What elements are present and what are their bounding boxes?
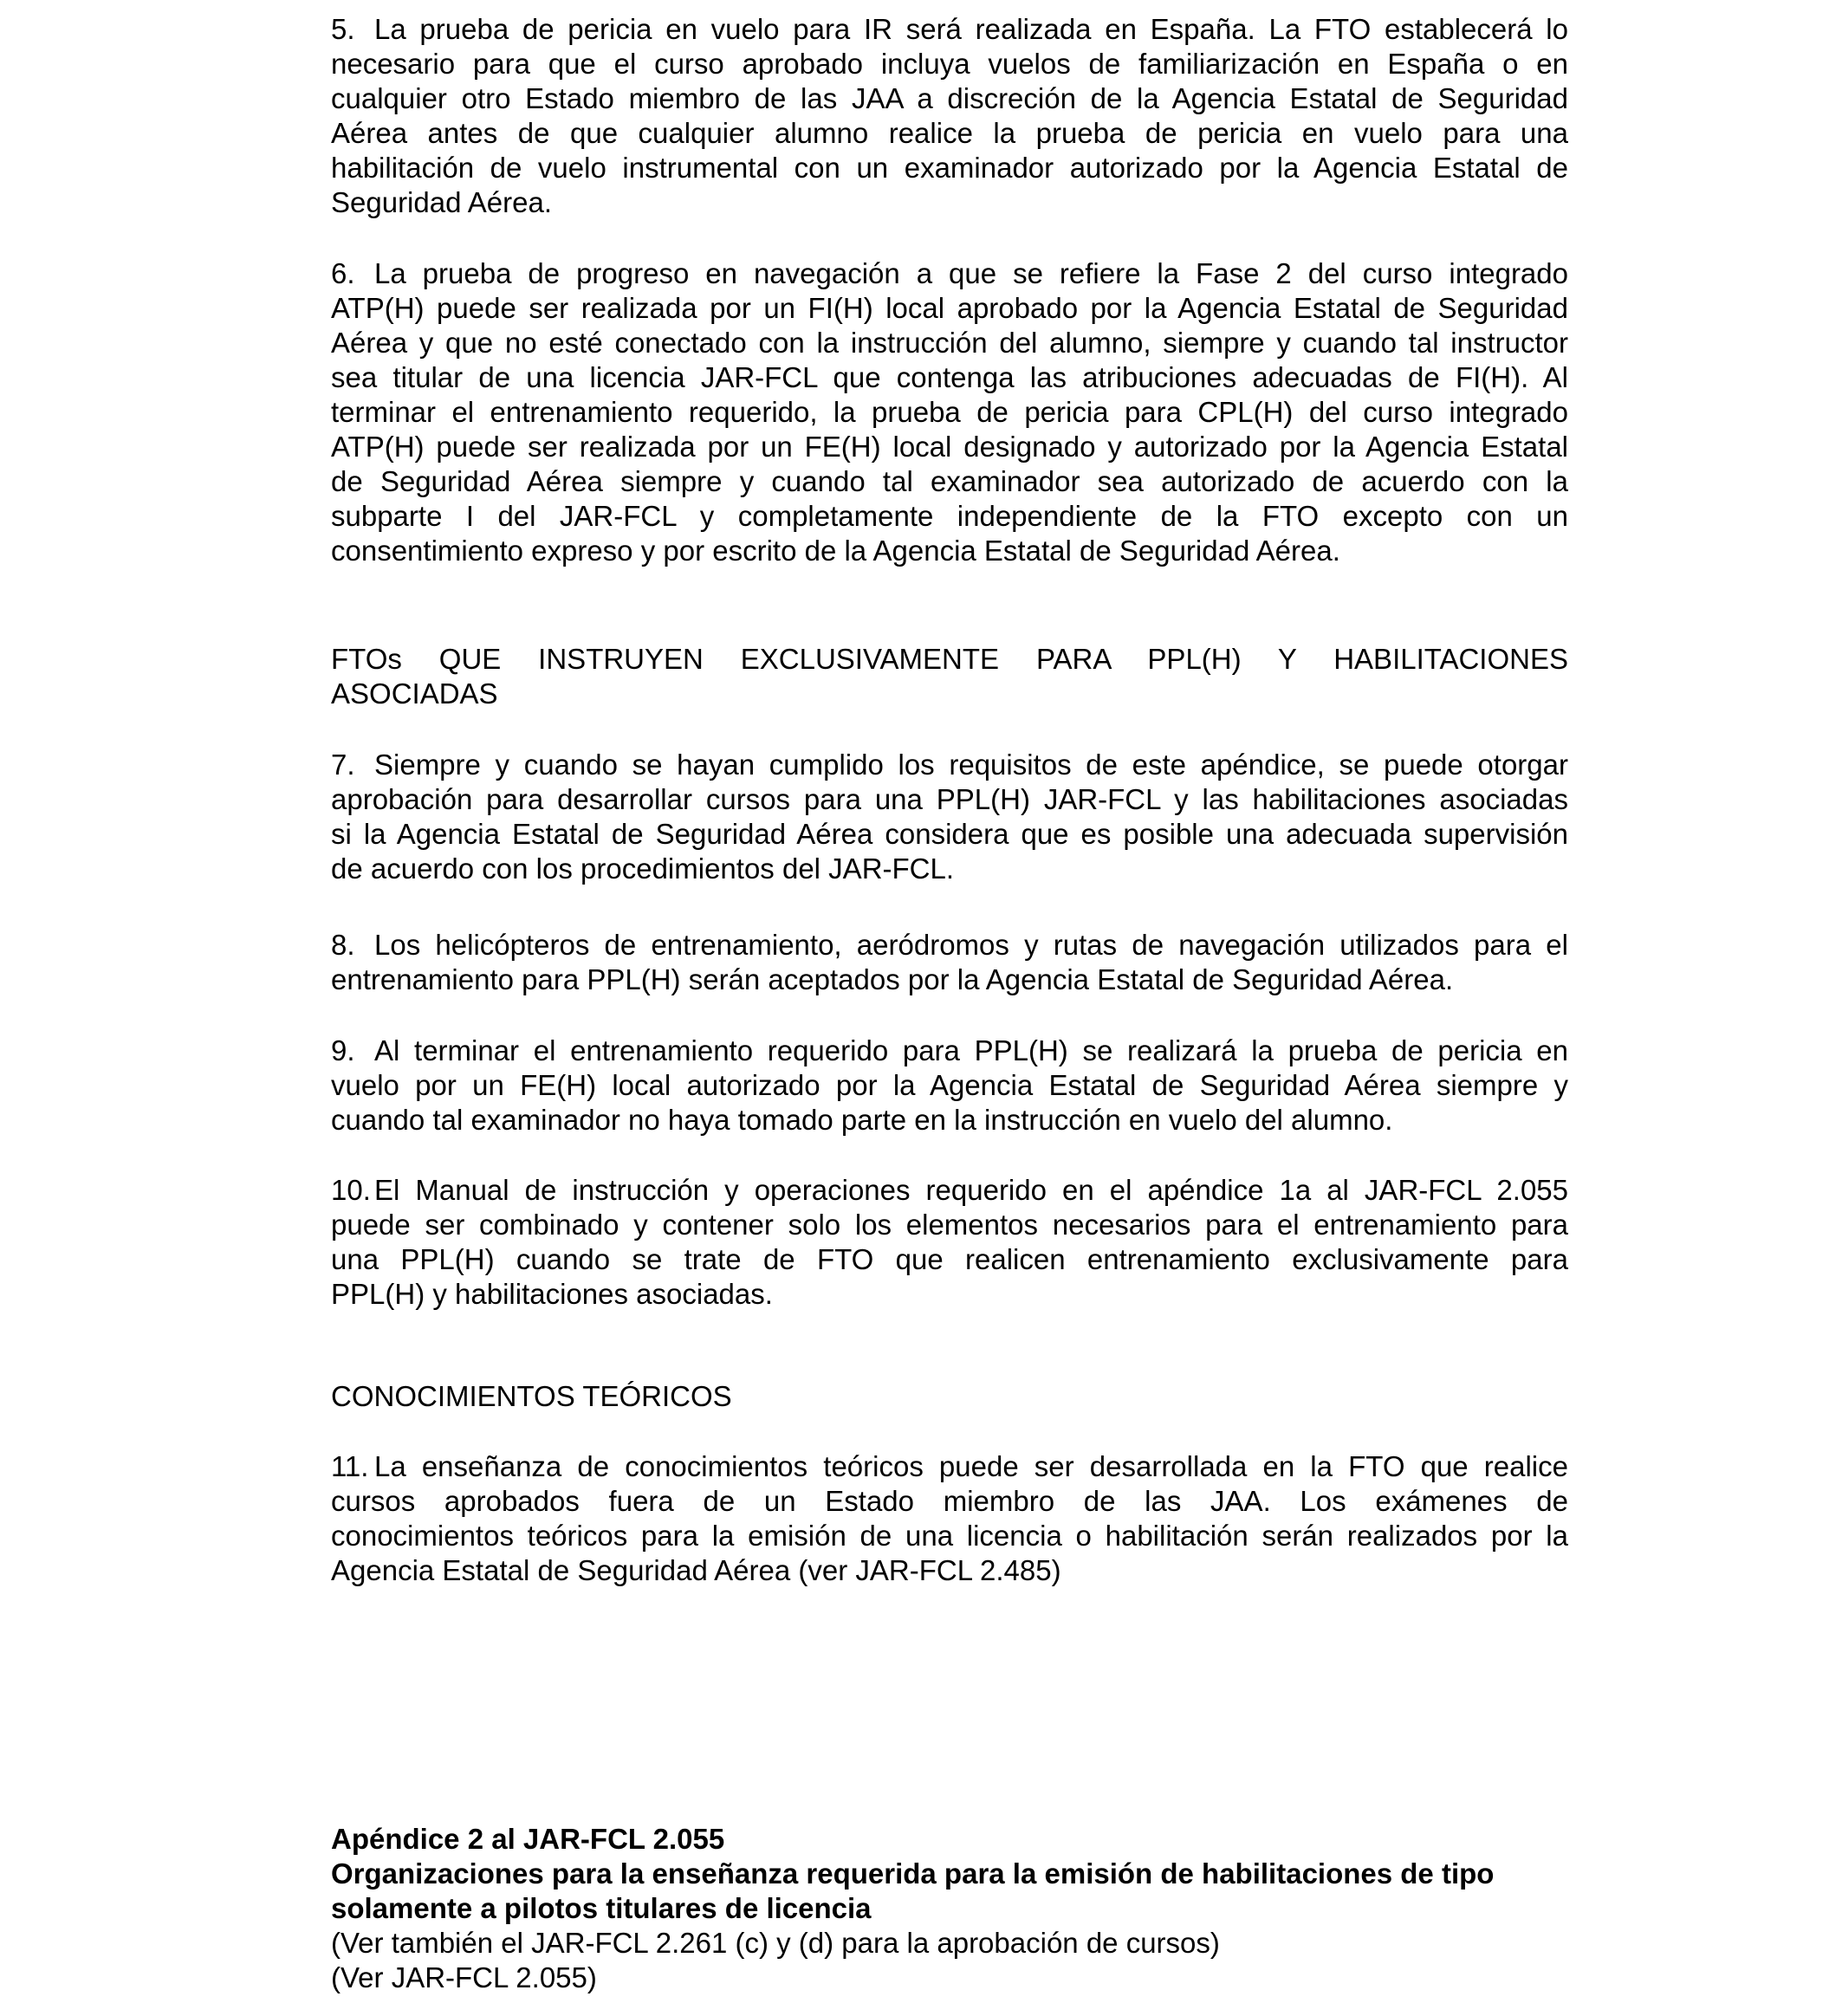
text-line: Aérea y que no esté conectado con la instrucción del alumno, siempre y cuando tal instructor	[331, 327, 1568, 359]
text-line: vuelo por un FE(H) local autorizado por la Agencia Estatal de Seguridad Aérea siempre y	[331, 1069, 1568, 1101]
text-line	[331, 12, 1568, 47]
paragraph-number: 10.	[331, 1174, 371, 1206]
text-line: de acuerdo con los procedimientos del JAR-FCL.	[331, 852, 955, 885]
paragraph-number: 7.	[331, 749, 355, 781]
text-line: si la Agencia Estatal de Seguridad Aérea considera que es posible una adecuada supervisión	[331, 818, 1568, 850]
paragraph-7	[331, 748, 1568, 886]
line-text: La prueba de progreso en navegación a que se refiere la Fase 2 del curso integrado	[374, 257, 1568, 289]
text-line: Seguridad Aérea.	[331, 186, 553, 218]
heading-line: ASOCIADAS	[331, 677, 498, 710]
text-line: puede ser combinado y contener solo los elementos necesarios para el entrenamiento para	[331, 1209, 1568, 1241]
text-line: terminar el entrenamiento requerido, la prueba de pericia para CPL(H) del curso integrado	[331, 396, 1568, 428]
line-text: Siempre y cuando se hayan cumplido los requisitos de este apéndice, se puede otorgar	[374, 749, 1568, 781]
text-line	[331, 928, 1568, 963]
text-line: Apéndice 2 al JAR-FCL 2.055	[331, 1823, 725, 1855]
paragraph-6	[331, 256, 1568, 568]
text-line: necesario para que el curso aprobado incluya vuelos de familiarización en España o en	[331, 48, 1568, 80]
text-line: (Ver JAR-FCL 2.055)	[331, 1961, 597, 1993]
paragraph-number: 5.	[331, 13, 355, 45]
text-line: cualquier otro Estado miembro de las JAA a discreción de la Agencia Estatal de Seguridad	[331, 82, 1568, 114]
document-body	[331, 12, 1568, 1995]
heading-line: CONOCIMIENTOS TEÓRICOS	[331, 1380, 732, 1412]
section-heading-ftos	[331, 642, 1568, 711]
text-line: habilitación de vuelo instrumental con un examinador autorizado por la Agencia Estatal de	[331, 152, 1568, 184]
text-line	[331, 748, 1568, 782]
line-text: La enseñanza de conocimientos teóricos puede ser desarrollada en la FTO que realice	[374, 1450, 1568, 1482]
text-line: subparte I del JAR-FCL y completamente independiente de la FTO excepto con un	[331, 500, 1568, 532]
section-heading-conocimientos	[331, 1379, 1568, 1414]
text-line: ATP(H) puede ser realizada por un FI(H) local aprobado por la Agencia Estatal de Seguridad	[331, 292, 1568, 324]
text-line: una PPL(H) cuando se trate de FTO que realicen entrenamiento exclusivamente para	[331, 1243, 1568, 1275]
paragraph-number: 8.	[331, 929, 355, 961]
paragraph-number: 11.	[331, 1450, 369, 1482]
text-line	[331, 1449, 1568, 1484]
text-line: entrenamiento para PPL(H) serán aceptados por la Agencia Estatal de Seguridad Aérea.	[331, 963, 1454, 995]
paragraph-number: 9.	[331, 1034, 355, 1066]
paragraph-8	[331, 928, 1568, 997]
heading-line: FTOs QUE INSTRUYEN EXCLUSIVAMENTE PARA PPL(H) Y HABILITACIONES	[331, 643, 1568, 675]
text-line: cursos aprobados fuera de un Estado miembro de las JAA. Los exámenes de	[331, 1485, 1568, 1517]
text-line: solamente a pilotos titulares de licencia	[331, 1892, 872, 1924]
text-line: (Ver también el JAR-FCL 2.261 (c) y (d) para la aprobación de cursos)	[331, 1927, 1220, 1959]
text-line	[331, 1173, 1568, 1208]
line-text: La prueba de pericia en vuelo para IR será realizada en España. La FTO establecerá lo	[374, 13, 1568, 45]
text-line	[331, 1034, 1568, 1068]
text-line: Organizaciones para la enseñanza requerida para la emisión de habilitaciones de tipo	[331, 1857, 1495, 1890]
appendix-2-heading-block	[331, 1822, 1568, 1995]
line-text: Al terminar el entrenamiento requerido para PPL(H) se realizará la prueba de pericia en	[374, 1034, 1568, 1066]
paragraph-11	[331, 1449, 1568, 1588]
paragraph-5	[331, 12, 1568, 220]
text-line: sea titular de una licencia JAR-FCL que contenga las atribuciones adecuadas de FI(H). Al	[331, 361, 1568, 393]
text-line: Aérea antes de que cualquier alumno realice la prueba de pericia en vuelo para una	[331, 117, 1568, 149]
line-text: El Manual de instrucción y operaciones requerido en el apéndice 1a al JAR-FCL 2.055	[374, 1174, 1568, 1206]
text-line: Agencia Estatal de Seguridad Aérea (ver JAR-FCL 2.485)	[331, 1554, 1061, 1586]
text-line: ATP(H) puede ser realizada por un FE(H) local designado y autorizado por la Agencia Estatal	[331, 431, 1568, 463]
text-line: PPL(H) y habilitaciones asociadas.	[331, 1278, 773, 1310]
text-line: conocimientos teóricos para la emisión de una licencia o habilitación serán realizados por la	[331, 1520, 1568, 1552]
paragraph-10	[331, 1173, 1568, 1312]
text-line: de Seguridad Aérea siempre y cuando tal examinador sea autorizado de acuerdo con la	[331, 465, 1568, 497]
paragraph-number: 6.	[331, 257, 355, 289]
text-line	[331, 256, 1568, 291]
text-line: consentimiento expreso y por escrito de la Agencia Estatal de Seguridad Aérea.	[331, 535, 1340, 567]
paragraph-9	[331, 1034, 1568, 1138]
line-text: Los helicópteros de entrenamiento, aeródromos y rutas de navegación utilizados para el	[374, 929, 1568, 961]
text-line: cuando tal examinador no haya tomado parte en la instrucción en vuelo del alumno.	[331, 1104, 1393, 1136]
text-line: aprobación para desarrollar cursos para una PPL(H) JAR-FCL y las habilitaciones asociadas	[331, 783, 1568, 815]
